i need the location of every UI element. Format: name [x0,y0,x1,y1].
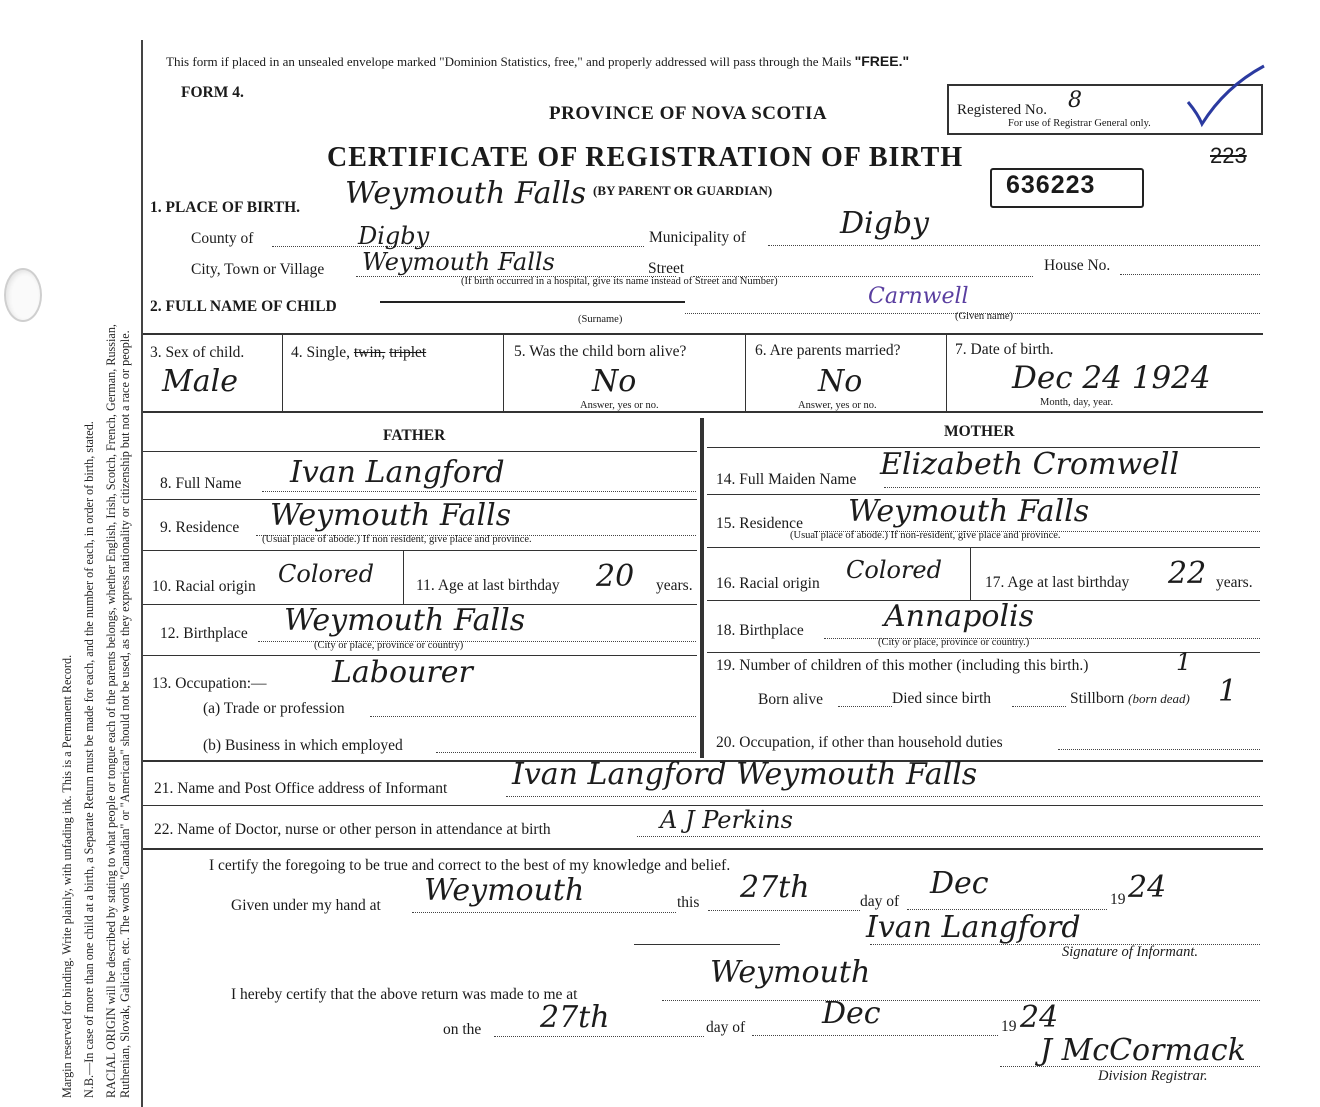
born-alive-line [838,706,892,707]
margin-note-3: RACIAL ORIGIN will be described by stating to what people or tongue each of the parents belongs, whether English, Irish, Scotch, French, German, Russian, [104,324,118,1098]
mother-age-label: 17. Age at last birthday [985,574,1130,591]
mother-racial-value: Colored [846,556,942,584]
street-label: Street [648,260,685,277]
mother-racial-label: 16. Racial origin [716,575,820,592]
year-value: 24 [1128,870,1167,905]
father-residence-value: Weymouth Falls [270,498,512,533]
registrar-year-value: 24 [1020,1000,1059,1035]
county-line [272,246,644,247]
county-value: Digby [358,222,430,250]
margin-note-2: N.B.—In case of more than one child at a birth, a Separate Return must be made for each, and the number of each, in order of birth, stated. [82,421,96,1098]
parents-married-label: 6. Are parents married? [755,342,901,359]
given-note: (Given name) [955,311,1014,322]
date-of-birth-label: 7. Date of birth. [955,341,1054,358]
registrar-caption: Division Registrar. [1098,1068,1208,1084]
child-name-line [380,301,685,303]
father-birthplace-label: 12. Birthplace [160,625,248,642]
stillborn-label: Stillborn (born dead) [1070,690,1190,707]
certify-rule [143,848,1263,850]
margin-note-4: Ruthenian, Slovak, Galician, etc. The words "Canadian" or "American" should not be used, as they express nationality or citizenship but not a race or people. [118,330,132,1098]
children-count-value: 1 [1176,648,1192,676]
date-of-birth-value: Dec 24 1924 [1012,360,1211,396]
registrar-place-value: Weymouth [710,955,871,990]
business-line [436,752,696,753]
born-alive-count-label: Born alive [758,691,823,708]
mother-name-label: 14. Full Maiden Name [716,471,857,488]
father-name-label: 8. Full Name [160,475,242,492]
city-label: City, Town or Village [191,261,325,278]
form-number: FORM 4. [181,84,244,101]
city-value: Weymouth Falls [362,248,555,276]
check-mark-icon [1180,62,1270,132]
father-name-value: Ivan Langford [290,455,505,490]
given-under-label: Given under my hand at [231,897,381,914]
father-rule-3 [143,550,697,551]
father-heading: FATHER [383,427,446,444]
place-of-birth-value: Weymouth Falls [345,176,587,211]
doctor-value: A J Perkins [660,806,793,834]
mother-residence-label: 15. Residence [716,515,803,532]
day-of-label: day of [860,893,900,910]
punch-hole [4,268,42,322]
born-alive-value: No [592,364,637,399]
father-residence-note: (Usual place of abode.) If non resident, give place and province. [262,534,532,545]
sex-label: 3. Sex of child. [150,344,245,361]
surname-note: (Surname) [578,314,623,325]
mother-residence-value: Weymouth Falls [848,494,1090,529]
mother-birthplace-note: (City or place, province or country.) [878,637,1030,648]
father-residence-label: 9. Residence [160,519,240,536]
informant-signature: Ivan Langford [866,910,1081,945]
parent-guardian-note: (BY PARENT OR GUARDIAN) [593,183,773,198]
parents-married-value: No [818,364,863,399]
mother-occupation-label: 20. Occupation, if other than household duties [716,734,1003,751]
certify-statement: I certify the foregoing to be true and correct to the best of my knowledge and belief. [209,857,731,874]
separator-dash [634,944,780,945]
place-of-birth-label: 1. PLACE OF BIRTH. [150,199,301,216]
registrar-day-of-label: day of [706,1019,746,1036]
answer-note-1: Answer, yes or no. [580,400,659,411]
children-count-label: 19. Number of children of this mother (including this birth.) [716,657,1089,674]
father-years: years. [656,577,693,594]
municipality-line [768,245,1260,246]
informant-label: 21. Name and Post Office address of Informant [154,780,448,797]
sex-value: Male [162,364,238,399]
mother-heading: MOTHER [944,423,1015,440]
mother-name-line [884,487,1260,488]
registrar-place-line [662,1000,1260,1001]
registrar-year-prefix: 19 [1001,1018,1017,1035]
registrar-note: For use of Registrar General only. [1008,118,1151,129]
single-label: 4. Single, twin, triplet [291,344,427,361]
stillborn-value: 1 [1218,674,1238,709]
month-value: Dec [930,866,989,901]
row3-div-1 [282,334,283,412]
row3-div-4 [946,334,947,412]
mother-occupation-line [1058,749,1260,750]
registered-value: 8 [1068,88,1082,113]
informant-value: Ivan Langford Weymouth Falls [512,757,978,792]
row3-bottom-rule [143,411,1263,413]
father-racial-div [403,551,404,604]
registered-label: Registered No. [957,102,1047,118]
municipality-value: Digby [840,206,930,241]
municipality-label: Municipality of [649,229,746,246]
informant-caption: Signature of Informant. [1062,944,1199,960]
on-the-label: on the [443,1021,482,1038]
this-line [708,910,860,911]
registrar-signature-line [1000,1066,1260,1067]
trade-label: (a) Trade or profession [203,700,345,717]
form-left-border [141,40,143,1107]
date-note: Month, day, year. [1040,397,1114,408]
father-name-line [262,491,696,492]
year-prefix: 19 [1110,891,1126,908]
house-line [1120,274,1260,275]
trade-line [370,716,696,717]
mother-age-value: 22 [1168,556,1207,591]
father-occupation-value: Labourer [332,655,473,690]
died-line [1012,706,1066,707]
father-racial-label: 10. Racial origin [152,578,256,595]
registrar-statement: I hereby certify that the above return was made to me at [231,986,578,1003]
died-label: Died since birth [892,690,992,707]
father-occupation-label: 13. Occupation:— [152,675,267,692]
mother-residence-note: (Usual place of abode.) If non-resident, give place and province. [790,530,1061,541]
row3-top-rule [143,333,1263,335]
row3-div-3 [745,334,746,412]
given-place-line [412,912,676,913]
doctor-label: 22. Name of Doctor, nurse or other person in attendance at birth [154,821,551,838]
doctor-line [637,836,1260,837]
father-rule-1 [143,451,697,452]
hospital-note: (If birth occurred in a hospital, give its name instead of Street and Number) [461,276,778,287]
struck-number: 223 [1210,143,1247,168]
province-heading: PROVINCE OF NOVA SCOTIA [549,103,828,124]
answer-note-2: Answer, yes or no. [798,400,877,411]
mother-racial-div [970,548,971,600]
registrar-signature: J McCormack [1040,1033,1246,1068]
column-divider [700,418,704,758]
margin-note-1: Margin reserved for binding. Write plainly, with unfading ink. This is a Permanent Record. [60,654,74,1098]
registrar-month-line [752,1035,998,1036]
house-label: House No. [1044,257,1111,274]
county-label: County of [191,230,254,247]
cert-number: 636223 [1006,171,1096,199]
father-birthplace-note: (City or place, province or country) [314,640,464,651]
given-place-value: Weymouth [424,873,585,908]
on-the-line [494,1036,704,1037]
informant-line [506,796,1260,797]
this-value: 27th [740,870,810,905]
father-age-value: 20 [596,559,635,594]
business-label: (b) Business in which employed [203,737,403,754]
child-name-label: 2. FULL NAME OF CHILD [150,298,337,315]
father-birthplace-value: Weymouth Falls [284,603,526,638]
certificate-title: CERTIFICATE OF REGISTRATION OF BIRTH [327,142,964,173]
this-label: this [677,894,700,911]
father-age-label: 11. Age at last birthday [416,577,560,594]
mother-birthplace-value: Annapolis [884,599,1035,634]
mother-name-value: Elizabeth Cromwell [880,447,1180,482]
mother-rule-3 [707,547,1260,548]
born-alive-label: 5. Was the child born alive? [514,343,687,360]
child-given-value: Carnwell [868,284,969,309]
postal-notice: This form if placed in an unsealed envelope marked "Dominion Statistics, free," and properly addressed will pass through the Mails "FREE." [166,53,910,69]
registrar-day-value: 27th [540,1000,610,1035]
father-racial-value: Colored [278,560,374,588]
mother-birthplace-label: 18. Birthplace [716,622,804,639]
registrar-month-value: Dec [822,996,881,1031]
mother-years: years. [1216,574,1253,591]
row3-div-2 [503,334,504,412]
